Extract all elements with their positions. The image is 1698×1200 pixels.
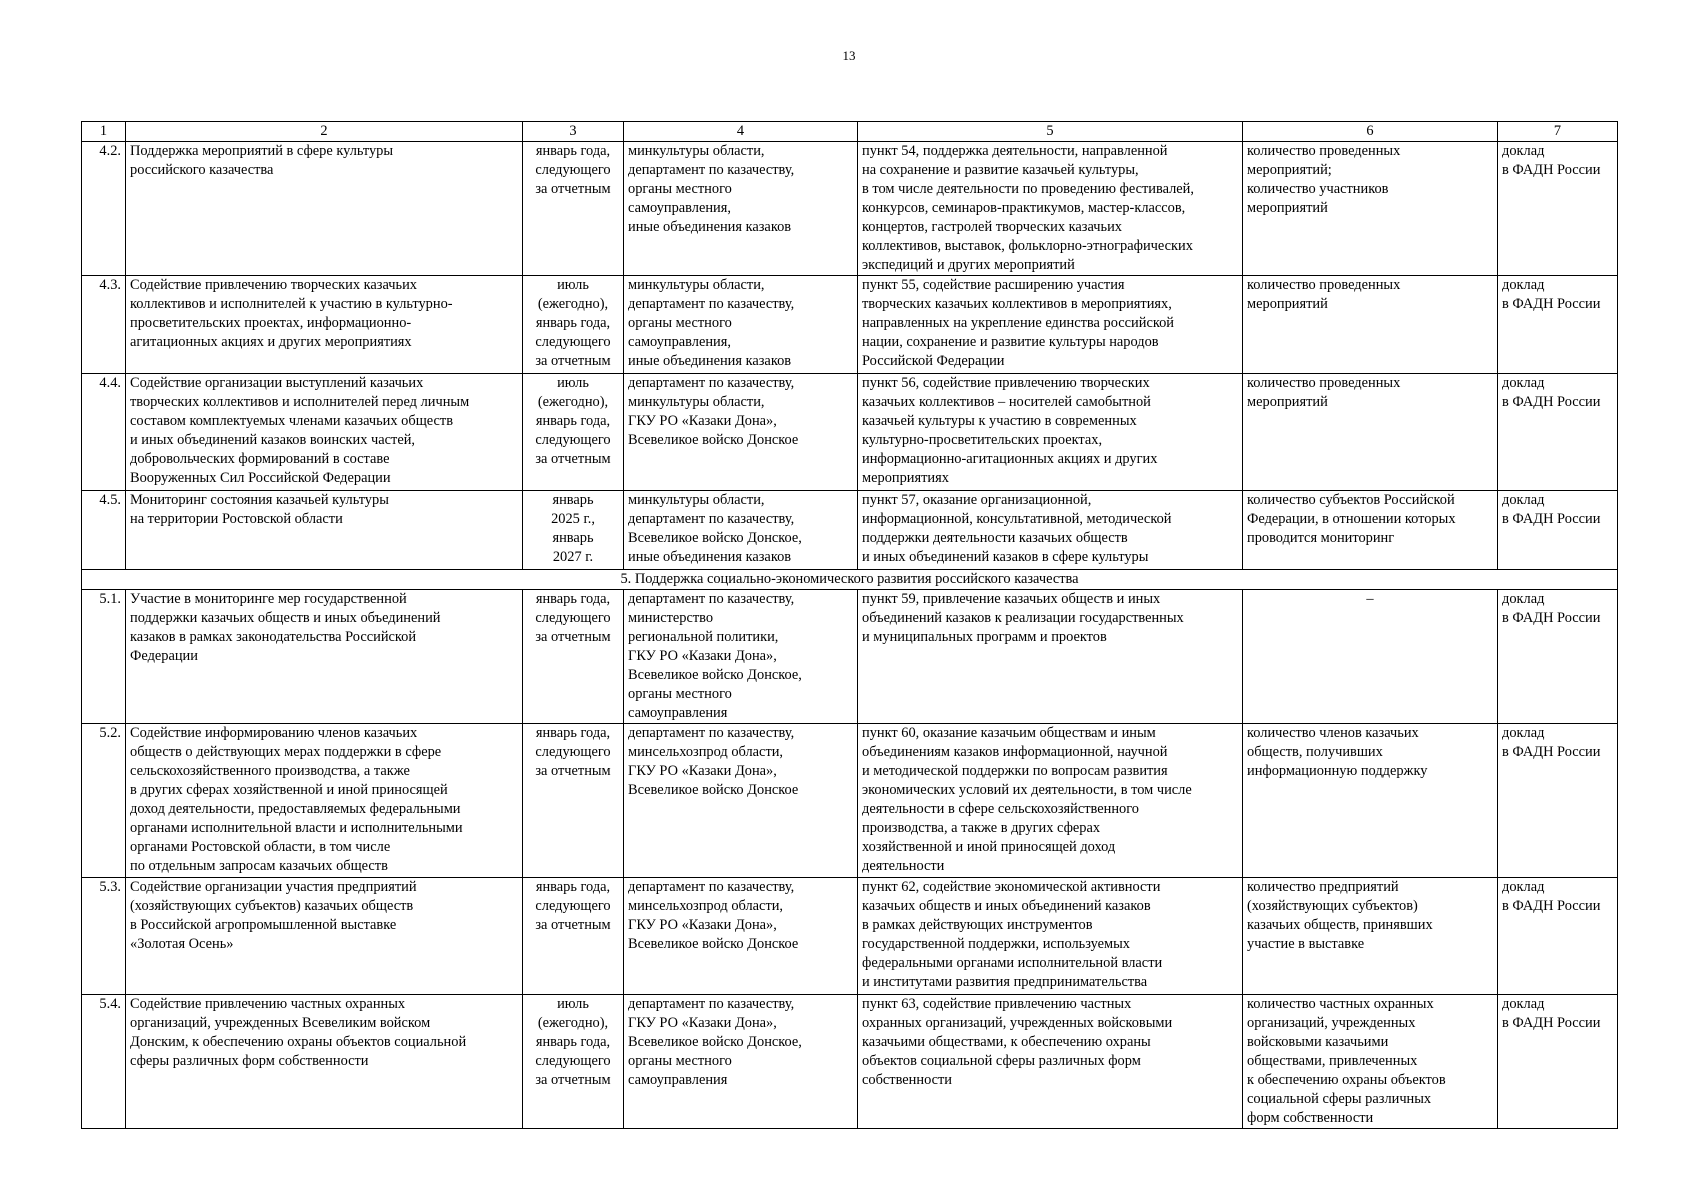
column-header: 6 — [1243, 122, 1498, 142]
activity-plan-table — [81, 121, 1618, 1129]
report-cell: доклад в ФАДН России — [1498, 724, 1618, 878]
indicator-cell: количество субъектов Российской Федерации, в отношении которых проводится мониторинг — [1243, 491, 1498, 570]
event-cell: Содействие организации участия предприятий (хозяйствующих субъектов) казачьих обществ в Российской агропромышленной выставке «Золотая Осень» — [126, 878, 523, 995]
indicator-cell: количество проведенных мероприятий; количество участников мероприятий — [1243, 142, 1498, 276]
section-title: 5. Поддержка социально-экономического развития российского казачества — [82, 570, 1618, 590]
column-header: 4 — [624, 122, 858, 142]
term-cell: январь года, следующего за отчетным — [523, 878, 624, 995]
column-header: 3 — [523, 122, 624, 142]
term-cell: июль (ежегодно), январь года, следующего за отчетным — [523, 995, 624, 1129]
event-cell: Участие в мониторинге мер государственной поддержки казачьих обществ и иных объединений казаков в рамках законодательства Российской Федерации — [126, 590, 523, 724]
executors-cell: департамент по казачеству, минсельхозпрод области, ГКУ РО «Казаки Дона», Всевеликое войско Донское — [624, 878, 858, 995]
table-header-row — [82, 122, 1618, 142]
executors-cell: департамент по казачеству, ГКУ РО «Казаки Дона», Всевеликое войско Донское, органы местного самоуправления — [624, 995, 858, 1129]
item-number: 5.2. — [82, 724, 126, 878]
section-row — [82, 570, 1618, 590]
report-cell: доклад в ФАДН России — [1498, 142, 1618, 276]
column-header: 2 — [126, 122, 523, 142]
column-header: 5 — [858, 122, 1243, 142]
term-cell: июль (ежегодно), январь года, следующего за отчетным — [523, 374, 624, 491]
table-row — [82, 374, 1618, 491]
term-cell: январь года, следующего за отчетным — [523, 724, 624, 878]
item-number: 4.2. — [82, 142, 126, 276]
executors-cell: департамент по казачеству, минкультуры области, ГКУ РО «Казаки Дона», Всевеликое войско Донское — [624, 374, 858, 491]
event-cell: Содействие организации выступлений казачьих творческих коллективов и исполнителей перед личным составом комплектуемых членами казачьих обществ и иных объединений казаков воинских частей, добровольческих формирований в составе Вооруженных Сил Российской Федерации — [126, 374, 523, 491]
column-header: 7 — [1498, 122, 1618, 142]
item-number: 4.4. — [82, 374, 126, 491]
executors-cell: минкультуры области, департамент по казачеству, органы местного самоуправления, иные объединения казаков — [624, 276, 858, 374]
indicator-cell: количество предприятий (хозяйствующих субъектов) казачьих обществ, принявших участие в выставке — [1243, 878, 1498, 995]
strategy-cell: пункт 54, поддержка деятельности, направленной на сохранение и развитие казачьей культуры, в том числе деятельности по проведению фестивалей, конкурсов, семинаров-практикумов, мастер-классов, концертов, гастролей творческих казачьих коллективов, выставок, фольклорно-этнографических экспедиций и других мероприятий — [858, 142, 1243, 276]
table-row — [82, 995, 1618, 1129]
table-row — [82, 590, 1618, 724]
executors-cell: минкультуры области, департамент по казачеству, Всевеликое войско Донское, иные объединения казаков — [624, 491, 858, 570]
strategy-cell: пункт 56, содействие привлечению творческих казачьих коллективов – носителей самобытной казачьей культуры к участию в современных культурно-просветительских проектах, информационно-агитационных акциях и других мероприятиях — [858, 374, 1243, 491]
term-cell: январь 2025 г., январь 2027 г. — [523, 491, 624, 570]
strategy-cell: пункт 63, содействие привлечению частных охранных организаций, учрежденных войсковыми казачьими обществами, к обеспечению охраны объектов социальной сферы различных форм собственности — [858, 995, 1243, 1129]
event-cell: Содействие привлечению частных охранных организаций, учрежденных Всевеликим войском Донским, к обеспечению охраны объектов социальной сферы различных форм собственности — [126, 995, 523, 1129]
item-number: 5.4. — [82, 995, 126, 1129]
item-number: 4.3. — [82, 276, 126, 374]
column-header: 1 — [82, 122, 126, 142]
report-cell: доклад в ФАДН России — [1498, 878, 1618, 995]
executors-cell: департамент по казачеству, министерство региональной политики, ГКУ РО «Казаки Дона», Всевеликое войско Донское, органы местного самоуправления — [624, 590, 858, 724]
event-cell: Поддержка мероприятий в сфере культуры российского казачества — [126, 142, 523, 276]
event-cell: Содействие информированию членов казачьих обществ о действующих мерах поддержки в сфере сельскохозяйственного производства, а также в других сферах хозяйственной и иной приносящей доход деятельности, предоставляемых федеральными органами исполнительной власти и исполнительными органами Ростовской области, в том числе по отдельным запросам казачьих обществ — [126, 724, 523, 878]
strategy-cell: пункт 62, содействие экономической активности казачьих обществ и иных объединений казаков в рамках действующих инструментов государственной поддержки, используемых федеральными органами исполнительной власти и институтами развития предпринимательства — [858, 878, 1243, 995]
report-cell: доклад в ФАДН России — [1498, 995, 1618, 1129]
item-number: 5.3. — [82, 878, 126, 995]
indicator-cell: количество членов казачьих обществ, получивших информационную поддержку — [1243, 724, 1498, 878]
report-cell: доклад в ФАДН России — [1498, 590, 1618, 724]
indicator-cell: количество частных охранных организаций, учрежденных войсковыми казачьими обществами, привлеченных к обеспечению охраны объектов социальной сферы различных форм собственности — [1243, 995, 1498, 1129]
term-cell: январь года, следующего за отчетным — [523, 142, 624, 276]
executors-cell: минкультуры области, департамент по казачеству, органы местного самоуправления, иные объединения казаков — [624, 142, 858, 276]
item-number: 5.1. — [82, 590, 126, 724]
indicator-cell: количество проведенных мероприятий — [1243, 374, 1498, 491]
page-number: 13 — [842, 48, 856, 63]
executors-cell: департамент по казачеству, минсельхозпрод области, ГКУ РО «Казаки Дона», Всевеликое войско Донское — [624, 724, 858, 878]
strategy-cell: пункт 60, оказание казачьим обществам и иным объединениям казаков информационной, научной и методической поддержки по вопросам развития экономических условий их деятельности, в том числе деятельности в сфере сельскохозяйственного производства, а также в других сферах хозяйственной и иной приносящей доход деятельности — [858, 724, 1243, 878]
event-cell: Содействие привлечению творческих казачьих коллективов и исполнителей к участию в культурно- просветительских проектах, информационно- агитационных акциях и других мероприятиях — [126, 276, 523, 374]
table-row — [82, 878, 1618, 995]
table-row — [82, 491, 1618, 570]
term-cell: июль (ежегодно), январь года, следующего за отчетным — [523, 276, 624, 374]
event-cell: Мониторинг состояния казачьей культуры на территории Ростовской области — [126, 491, 523, 570]
report-cell: доклад в ФАДН России — [1498, 374, 1618, 491]
table-row — [82, 724, 1618, 878]
strategy-cell: пункт 55, содействие расширению участия творческих казачьих коллективов в мероприятиях, направленных на укрепление единства российской нации, сохранение и развитие культуры народов Российской Федерации — [858, 276, 1243, 374]
table-row — [82, 142, 1618, 276]
strategy-cell: пункт 59, привлечение казачьих обществ и иных объединений казаков к реализации государственных и муниципальных программ и проектов — [858, 590, 1243, 724]
indicator-cell: количество проведенных мероприятий — [1243, 276, 1498, 374]
term-cell: январь года, следующего за отчетным — [523, 590, 624, 724]
report-cell: доклад в ФАДН России — [1498, 491, 1618, 570]
item-number: 4.5. — [82, 491, 126, 570]
report-cell: доклад в ФАДН России — [1498, 276, 1618, 374]
table-row — [82, 276, 1618, 374]
strategy-cell: пункт 57, оказание организационной, информационной, консультативной, методической поддержки деятельности казачьих обществ и иных объединений казаков в сфере культуры — [858, 491, 1243, 570]
indicator-cell: – — [1243, 590, 1498, 724]
